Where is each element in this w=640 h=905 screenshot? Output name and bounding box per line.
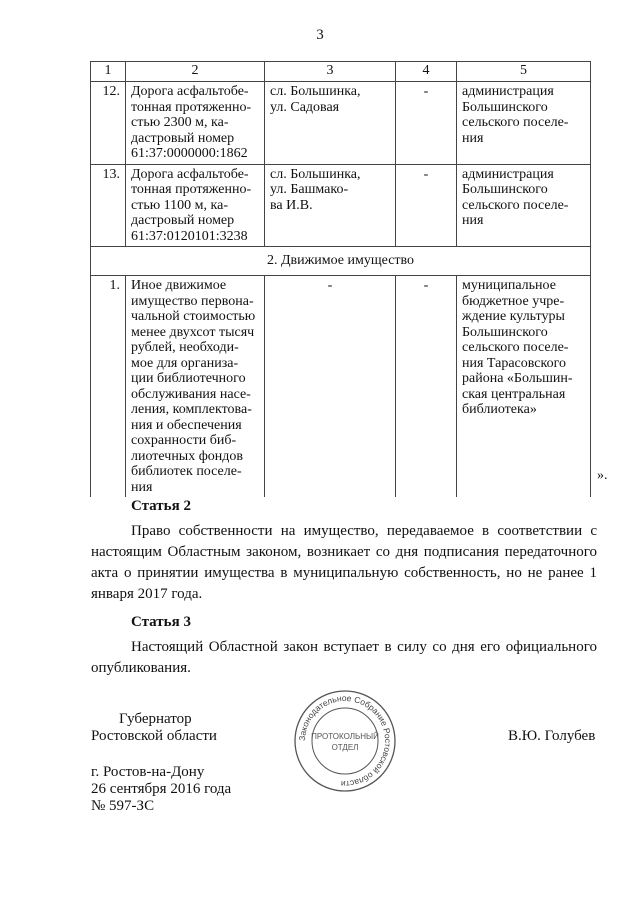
signing-place: г. Ростов-на-Дону: [91, 764, 205, 780]
header-col-2: 2: [126, 62, 265, 82]
property-owner: администрация Большинского сельского поселе- ния: [457, 164, 591, 247]
official-stamp: [292, 688, 398, 794]
article3-text: Настоящий Областной закон вступает в силу со дня его официального опубликования.: [91, 639, 597, 676]
table-header-row: [91, 62, 591, 82]
article2-text: Право собственности на имущество, передаваемое в соответствии с настоящим Областным законом, возникает со дня подписания передаточного акта о принятии имущества в муниципальную собственность, но не ранее 1 января 2017 года.: [91, 523, 597, 602]
property-col4: -: [396, 164, 457, 247]
signing-date: 26 сентября 2016 года: [91, 781, 232, 797]
property-name: Дорога асфальтобе- тонная протяженно- стью 2300 м, ка- дастровый номер 61:37:0000000:1862: [126, 82, 265, 165]
section-title: 2. Движимое имущество: [91, 247, 591, 276]
row-number: 12.: [91, 82, 126, 165]
stamp-center-line1: ПРОТОКОЛЬНЫЙ: [311, 732, 379, 741]
header-col-5: 5: [457, 62, 591, 82]
row-number: 13.: [91, 164, 126, 247]
law-number: № 597-ЗС: [91, 798, 155, 814]
stamp-ring-text: Законодательное Собрание Ростовской области: [296, 692, 394, 790]
signatory-title-line1: Губернатор: [119, 711, 192, 727]
property-col4: -: [396, 276, 457, 498]
article2-heading: Статья 2: [131, 498, 191, 514]
signatory-title-line2: Ростовской области: [91, 728, 217, 744]
signatory-name: В.Ю. Голубев: [508, 728, 596, 744]
stamp-center-line2: ОТДЕЛ: [331, 743, 359, 752]
property-name: Дорога асфальтобе- тонная протяженно- стью 1100 м, ка- дастровый номер 61:37:0120101:3238: [126, 164, 265, 247]
table-closing-mark: ».: [597, 468, 608, 483]
property-owner: администрация Большинского сельского поселе- ния: [457, 82, 591, 165]
section-header-row: [91, 247, 591, 276]
property-col4: -: [396, 82, 457, 165]
property-name: Иное движимое имущество первона- чальной стоимостью менее двухсот тысяч рублей, необходи- мое для организа- ции библиотечного обслуживания насе- ления, комплектова- ния и обеспечения сохранности биб- лиотечных фондов библиотек поселе- ния: [126, 276, 265, 498]
page-number: 3: [316, 27, 324, 43]
property-address: сл. Большинка, ул. Башмако- ва И.В.: [265, 164, 396, 247]
header-col-3: 3: [265, 62, 396, 82]
article3-heading: Статья 3: [131, 614, 191, 630]
header-col-1: 1: [91, 62, 126, 82]
table-row: [91, 276, 591, 498]
table-row: [91, 82, 591, 165]
header-col-4: 4: [396, 62, 457, 82]
property-owner: муниципальное бюджетное учре- ждение культуры Большинского сельского поселе- ния Тарасовского района «Большин- ская центральная библиотека»: [457, 276, 591, 498]
property-address: сл. Большинка, ул. Садовая: [265, 82, 396, 165]
property-address: -: [265, 276, 396, 498]
property-table: [90, 61, 591, 497]
row-number: 1.: [91, 276, 126, 498]
table-row: [91, 164, 591, 247]
